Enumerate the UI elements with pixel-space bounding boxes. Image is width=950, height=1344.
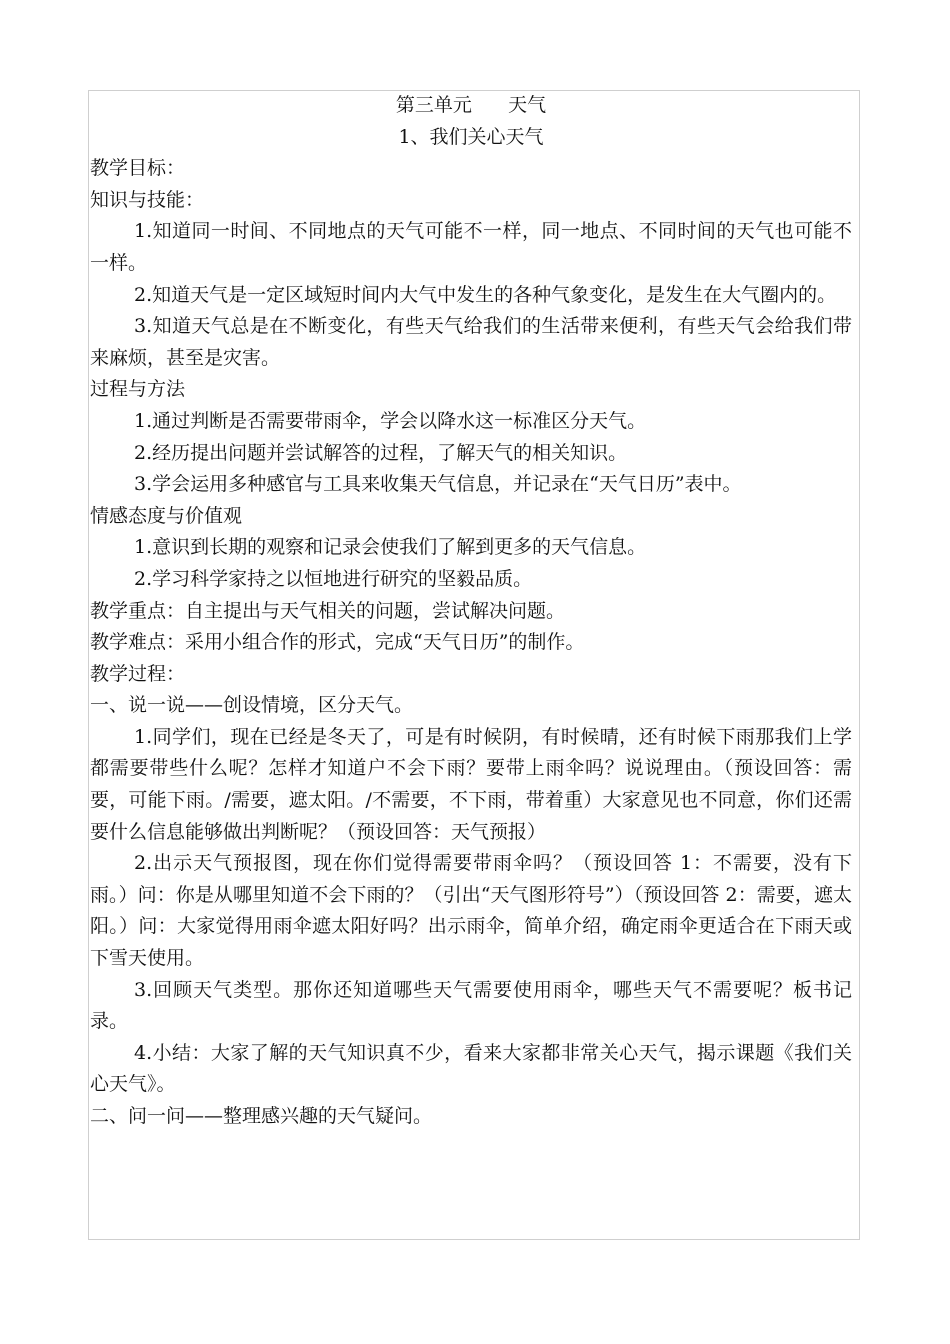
lesson-title: 1、我们关心天气 bbox=[398, 125, 544, 148]
process-item-3: 3.学会运用多种感官与工具来收集天气信息，并记录在“天气日历”表中。 bbox=[134, 473, 742, 496]
attitude-heading: 情感态度与价值观 bbox=[90, 504, 243, 527]
unit-title: 第三单元 天气 bbox=[395, 94, 547, 116]
document-body bbox=[90, 90, 852, 1133]
section-2-heading: 二、问一问——整理感兴趣的天气疑问。 bbox=[90, 1105, 433, 1127]
step-3: 3.回顾天气类型。那你还知道哪些天气需要使用雨伞，哪些天气不需要呢？板书记录。 bbox=[90, 978, 852, 1033]
attitude-item-2: 2.学习科学家持之以恒地进行研究的坚毅品质。 bbox=[134, 567, 533, 590]
attitude-item-1: 1.意识到长期的观察和记录会使我们了解到更多的天气信息。 bbox=[134, 536, 647, 559]
key-point: 教学重点：自主提出与天气相关的问题，尝试解决问题。 bbox=[90, 599, 566, 622]
process-item-2: 2.经历提出问题并尝试解答的过程，了解天气的相关知识。 bbox=[134, 441, 628, 464]
knowledge-item-1: 1.知道同一时间、不同地点的天气可能不一样，同一地点、不同时间的天气也可能不一样。 bbox=[90, 220, 852, 274]
step-4: 4.小结：大家了解的天气知识真不少，看来大家都非常关心天气，揭示课题《我们关心天气》。 bbox=[90, 1041, 852, 1096]
process-item-1: 1.通过判断是否需要带雨伞，学会以降水这一标准区分天气。 bbox=[134, 409, 647, 432]
section-1-heading: 一、说一说——创设情境，区分天气。 bbox=[90, 694, 414, 717]
process-heading: 过程与方法 bbox=[90, 378, 186, 401]
procedure-heading: 教学过程： bbox=[90, 662, 186, 685]
objectives-heading: 教学目标： bbox=[90, 157, 186, 180]
knowledge-item-3: 3.知道天气总是在不断变化，有些天气给我们的生活带来便利，有些天气会给我们带来麻烦，甚至是灾害。 bbox=[90, 315, 852, 369]
difficulty: 教学难点：采用小组合作的形式，完成“天气日历”的制作。 bbox=[90, 631, 585, 654]
step-2: 2.出示天气预报图，现在你们觉得需要带雨伞吗？（预设回答 1：不需要，没有下雨。）问：你是从哪里知道不会下雨的？（引出“天气图形符号”）（预设回答 2：需要，遮太阳。）问：大家觉得用雨伞遮太阳好吗？出示雨伞，简单介绍，确定雨伞更适合在下雨天或下雪天使用。 bbox=[90, 852, 852, 970]
knowledge-item-2: 2.知道天气是一定区域短时间内大气中发生的各种气象变化，是发生在大气圈内的。 bbox=[134, 283, 837, 306]
knowledge-heading: 知识与技能： bbox=[90, 188, 205, 211]
step-1: 1.同学们，现在已经是冬天了，可是有时候阴，有时候晴，还有时候下雨那我们上学都需要带些什么呢？怎样才知道户不会下雨？要带上雨伞吗？说说理由。（预设回答：需要，可能下雨。/需要，遮太阳。/不需要，不下雨，带着重）大家意见也不同意，你们还需要什么信息能够做出判断呢？（预设回答：天气预报） bbox=[90, 725, 852, 843]
